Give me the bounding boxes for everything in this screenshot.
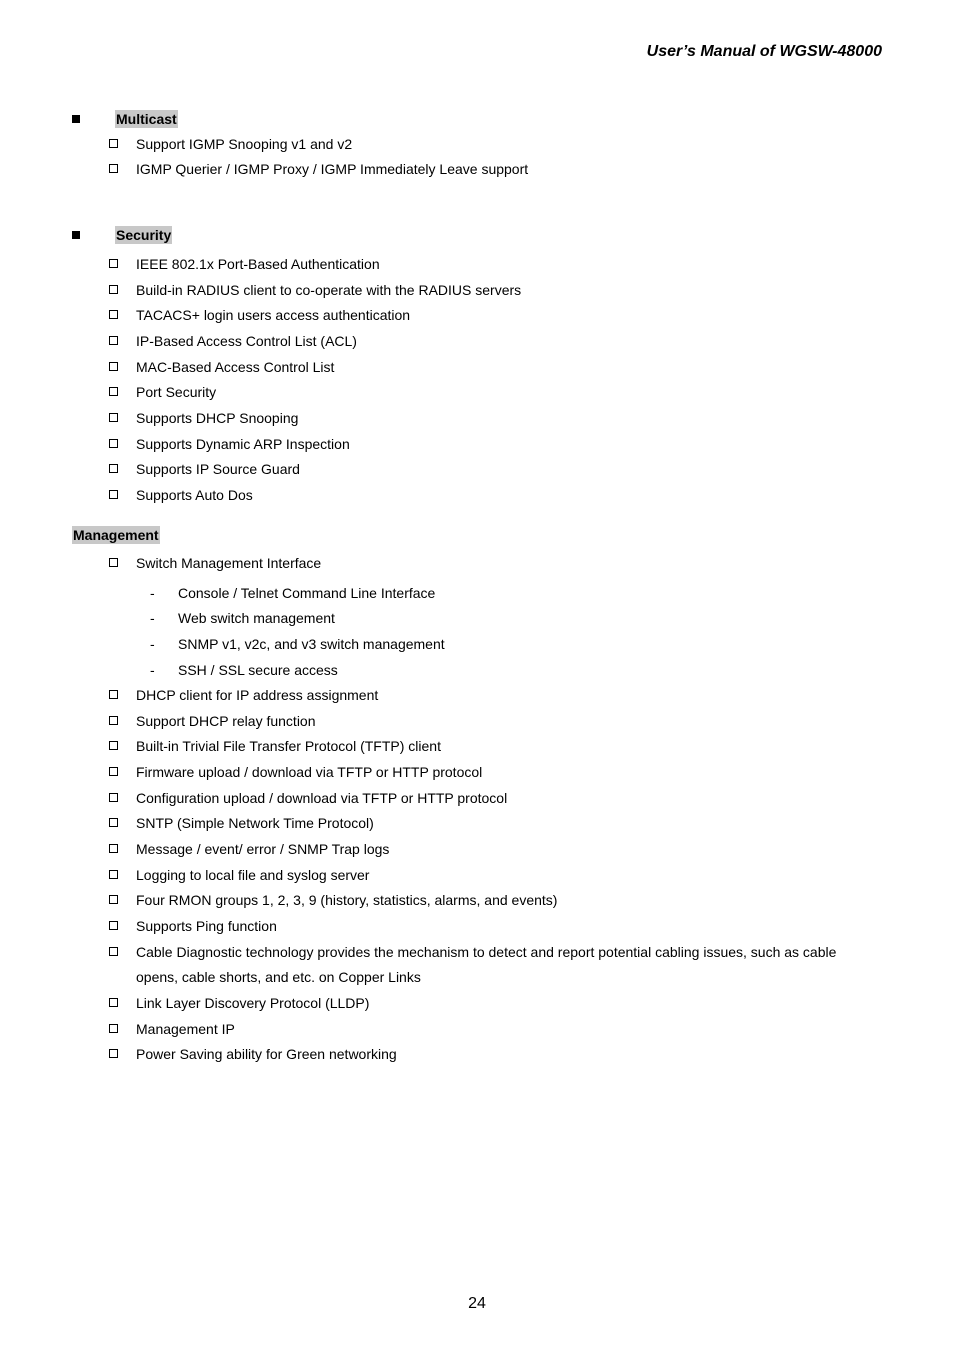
list-item: Message / event/ error / SNMP Trap logs: [108, 837, 864, 862]
sub-list-item: - Console / Telnet Command Line Interface: [150, 581, 435, 606]
list-item: Support DHCP relay function: [108, 709, 864, 734]
checkbox-bullet-icon: [109, 947, 118, 956]
checkbox-bullet-icon: [109, 741, 118, 750]
list-item: IP-Based Access Control List (ACL): [108, 329, 864, 354]
checkbox-bullet-icon: [109, 793, 118, 802]
security-heading-text: Security: [116, 227, 172, 243]
checkbox-bullet-icon: [109, 767, 118, 776]
sub-list-item: - SNMP v1, v2c, and v3 switch management: [150, 632, 445, 657]
list-item: Port Security: [108, 380, 864, 405]
checkbox-bullet-icon: [109, 439, 118, 448]
list-item: Management IP: [108, 1017, 864, 1042]
checkbox-bullet-icon: [109, 716, 118, 725]
manual-title: User’s Manual of WGSW-48000: [646, 43, 882, 60]
list-item: Configuration upload / download via TFTP or HTTP protocol: [108, 786, 864, 811]
checkbox-bullet-icon: [109, 387, 118, 396]
dash-bullet: -: [150, 636, 155, 652]
list-item: DHCP client for IP address assignment: [108, 683, 864, 708]
checkbox-bullet-icon: [109, 164, 118, 173]
list-item: Power Saving ability for Green networking: [108, 1042, 864, 1067]
page-number: 24: [468, 1295, 486, 1312]
checkbox-bullet-icon: [109, 139, 118, 148]
checkbox-bullet-icon: [109, 818, 118, 827]
checkbox-bullet-icon: [109, 310, 118, 319]
checkbox-bullet-icon: [109, 413, 118, 422]
list-item: MAC-Based Access Control List: [108, 355, 864, 380]
checkbox-bullet-icon: [109, 336, 118, 345]
checkbox-bullet-icon: [109, 921, 118, 930]
sub-list-item: - SSH / SSL secure access: [150, 658, 338, 683]
list-item: Firmware upload / download via TFTP or HTTP protocol: [108, 760, 864, 785]
checkbox-bullet-icon: [109, 490, 118, 499]
management-heading-text: Management: [73, 527, 159, 543]
management-heading: [72, 525, 160, 545]
list-item: Link Layer Discovery Protocol (LLDP): [108, 991, 864, 1016]
list-item: Cable Diagnostic technology provides the mechanism to detect and report potential cabling issues, such as cable opens, cable shorts, and etc. on Copper Links: [108, 940, 864, 990]
checkbox-bullet-icon: [109, 558, 118, 567]
list-item: Built-in Trivial File Transfer Protocol (TFTP) client: [108, 734, 864, 759]
list-item: Support IGMP Snooping v1 and v2: [108, 132, 864, 157]
dash-bullet: -: [150, 585, 155, 601]
dash-bullet: -: [150, 610, 155, 626]
checkbox-bullet-icon: [109, 1049, 118, 1058]
list-item: Switch Management Interface: [108, 551, 864, 576]
list-item: Supports IP Source Guard: [108, 457, 864, 482]
list-item: TACACS+ login users access authentication: [108, 303, 864, 328]
list-item: Four RMON groups 1, 2, 3, 9 (history, statistics, alarms, and events): [108, 888, 864, 913]
checkbox-bullet-icon: [109, 844, 118, 853]
list-item: Supports DHCP Snooping: [108, 406, 864, 431]
list-item: Supports Ping function: [108, 914, 864, 939]
checkbox-bullet-icon: [109, 895, 118, 904]
checkbox-bullet-icon: [109, 690, 118, 699]
list-item: Build-in RADIUS client to co-operate with the RADIUS servers: [108, 278, 864, 303]
list-item: SNTP (Simple Network Time Protocol): [108, 811, 864, 836]
multicast-heading: [72, 109, 178, 129]
checkbox-bullet-icon: [109, 870, 118, 879]
checkbox-bullet-icon: [109, 464, 118, 473]
list-item: Supports Dynamic ARP Inspection: [108, 432, 864, 457]
multicast-heading-text: Multicast: [116, 111, 177, 127]
checkbox-bullet-icon: [109, 998, 118, 1007]
list-item: IGMP Querier / IGMP Proxy / IGMP Immediately Leave support: [108, 157, 864, 182]
dash-bullet: -: [150, 662, 155, 678]
list-item: Logging to local file and syslog server: [108, 863, 864, 888]
square-bullet-icon: [72, 231, 80, 239]
checkbox-bullet-icon: [109, 285, 118, 294]
sub-list-item: - Web switch management: [150, 606, 335, 631]
security-heading: [72, 225, 172, 245]
checkbox-bullet-icon: [109, 259, 118, 268]
checkbox-bullet-icon: [109, 362, 118, 371]
square-bullet-icon: [72, 115, 80, 123]
list-item: Supports Auto Dos: [108, 483, 864, 508]
list-item: IEEE 802.1x Port-Based Authentication: [108, 252, 864, 277]
checkbox-bullet-icon: [109, 1024, 118, 1033]
